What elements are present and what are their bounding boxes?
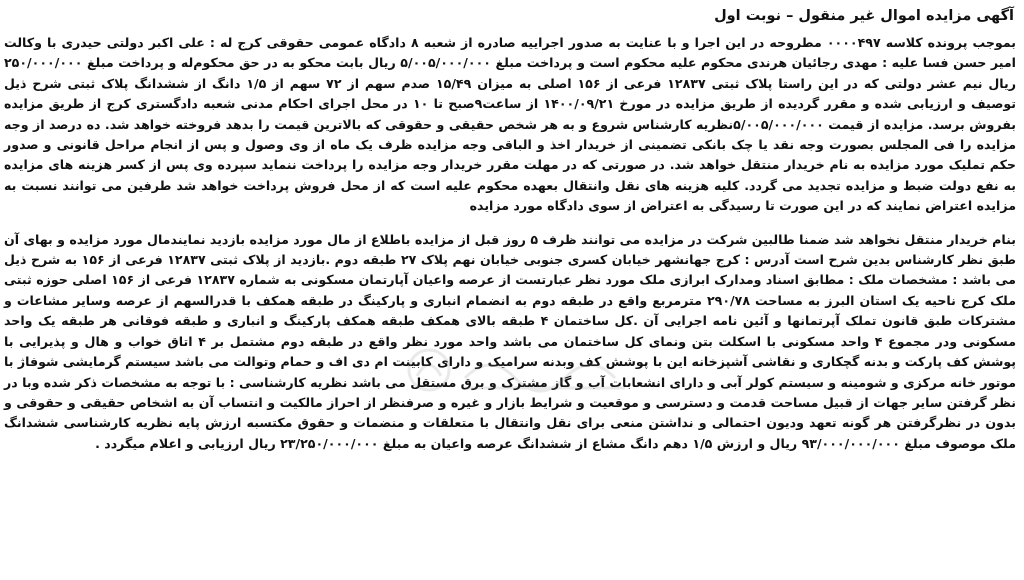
- auction-notice: [4, 6, 1016, 574]
- notice-title: آگهی مزایده اموال غیر منقول – نوبت اول: [714, 8, 1014, 24]
- notice-paragraph-1: بموجب پرونده کلاسه ۰۰۰۰۴۹۷ مطروحه در این اجرا و با عنایت به صدور اجراییه صادره از شعبه ۸ دادگاه عمومی حقوقی کرج له : علی اکبر دولتی حیدری با وکالت امیر حسن فسا علیه : مهدی رجائیان هرندی محکوم علیه محکوم است و پرداخت مبلغ ۵/۰۰۵/۰۰۰/۰۰۰ ریال بابت محکو به در حق محکوم‌له و پرداخت مبلغ ۲۵۰/۰۰۰/۰۰۰ ریال نیم عشر دولتی که در این راستا پلاک ثبتی ۱۲۸۳۷ فرعی از ۱۵۶ اصلی به میزان ۱۵/۴۹ صدم سهم از ۷۲ سهم از ۱/۵ دانگ از ششدانگ پلاک ثبتی شرح ذیل توصیف و ارزیابی شده و مقرر گردیده از طریق مزایده در مورخ ۱۴۰۰/۰۹/۲۱ از ساعت۹صبح تا ۱۰ در محل اجرای احکام مدنی شعبه دادگستری کرج از طریق مزایده بفروش برسد. مزایده از قیمت ۵/۰۰۵/۰۰۰/۰۰۰نظریه کارشناس شروع و به هر شخص حقیقی و حقوقی که بالاترین قیمت را بدهد فروخته خواهد شد. ده درصد از وجه مزایده را فی المجلس بصورت وجه نقد یا چک بانکی تضمینی از خریدار اخذ و الباقی وجه مزایده ظرف یک ماه از وی وصول و پس از انجام مراحل قانونی و صدور حکم تملیک مورد مزایده به نام خریدار منتقل خواهد شد. در صورتی که در مهلت مقرر خریدار وجه مزایده را پرداخت ننماید سپرده وی پس از کسر هزینه های مزایده به نفع دولت ضبط و مزایده تجدید می گردد. کلیه هزینه های نقل وانتقال بعهده محکوم علیه است که از محل فروش پرداخت خواهد شد طرفین می توانند نسبت به مزایده اعتراض نمایند که در این صورت تا رسیدگی به اعتراض از سوی دادگاه مورد مزایده: [4, 35, 1016, 214]
- notice-paragraph-2: بنام خریدار منتقل نخواهد شد ضمنا طالبین شرکت در مزایده می توانند ظرف ۵ روز قبل از مزایده باطلاع از مال مورد مزایده بازدید نمایندمال مورد مزایده و بهای آن طبق نظر کارشناس بدین شرح است آدرس : کرج جهانشهر خیابان کسری جنوبی خیابان نهم پلاک ۲۷ طبقه دوم .بازدید از پلاک ثبتی ۱۲۸۳۷ فرعی از ۱۵۶ به شرح ذیل می باشد : مشخصات ملک : مطابق اسناد ومدارک ابرازی ملک مورد نظر عبارتست از عرصه واعیان آپارتمان مسکونی به شماره ۱۲۸۳۷ فرعی از ۱۵۶ اصلی حوزه ثبتی ملک کرج ناحیه یک استان البرز به مساحت ۲۹۰/۷۸ مترمربع واقع در طبقه دوم به انضمام انباری و پارکینگ در طبقه همکف با قدرالسهم از عرصه وسایر مشاعات و مشترکات طبق قانون تملک آپرتمانها و آئین نامه اجرایی آن .کل ساختمان ۴ طبقه بالای همکف طبقه همکف پارکینگ و انباری و طبقه فوقانی هر طبقه یک واحد مسکونی ودر مجموع ۴ واحد مسکونی با اسکلت بتن ونمای کل ساختمان می باشد واحد مورد نظر واقع در طبقه دوم مشتمل بر ۴ اتاق خواب و هال و پذیرایی با پوشش کف پارکت و بدنه گچکاری و نقاشی آشپزخانه این با پوشش کف وبدنه سرامیک و دارای کابینت ام دی اف و حمام وتوالت می باشد سیستم گرمایشی شوفاژ با موتور خانه مرکزی و شومینه و سیستم کولر آبی و دارای انشعابات آب و گاز مشترک و برق مستقل می باشد نظریه کارشناسی : با توجه به مشخصات ذکر شده وبا در نظر گرفتن سایر جهات از قبیل مساحت قدمت و دسترسی و موقعیت و شرایط بازار و غیره و صرفنظر از احراز مالکیت و انتساب آن به اشخاص حقیقی و حقوقی و بدون در نظرگرفتن هر گونه تعهد ودیون احتمالی و نداشتن منعی برای نقل وانتقال با متعلقات و منضمات و حقوق مکتسبه ارزش پایه نظریه کارشناسی ششدانگ ملک موصوف مبلغ ۹۳/۰۰۰/۰۰۰/۰۰۰ ریال و ارزش ۱/۵ دهم دانگ مشاع از ششدانگ عرصه واعیان به مبلغ ۲۳/۲۵۰/۰۰۰/۰۰۰ ریال ارزیابی و اعلام میگردد .: [4, 231, 1017, 451]
